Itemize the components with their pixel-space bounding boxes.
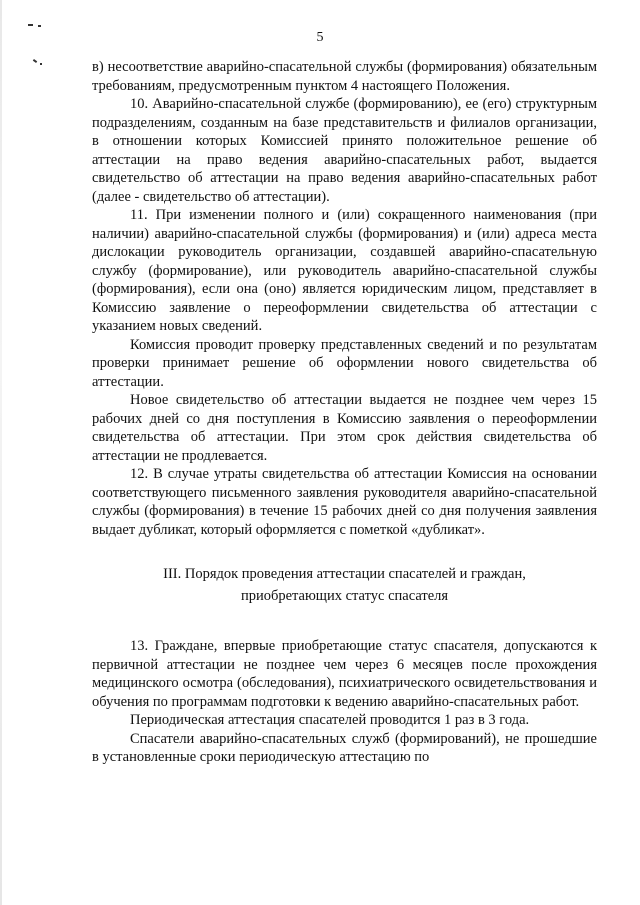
- document-body: [92, 58, 597, 767]
- paragraph-rescuers-not-passed: Спасатели аварийно-спасательных служб (формирований), не прошедшие в установленные сроки периодическую аттестацию по: [92, 730, 597, 765]
- paragraph-commission-check: Комиссия проводит проверку представленных сведений и по результатам проверки принимает решение об оформлении нового свидетельства об аттестации.: [92, 336, 597, 390]
- page-number: 5: [316, 30, 324, 45]
- paragraph-item-v: в) несоответствие аварийно-спасательной службы (формирования) обязательным требованиям, предусмотренным пунктом 4 настоящего Положения.: [92, 59, 597, 94]
- paragraph-13: 13. Граждане, впервые приобретающие статус спасателя, допускаются к первичной аттестации не позднее чем через 6 месяцев после прохождения медицинского осмотра (обследования), психиатрического освидетельствования и обучения по программам подготовки к ведению аварийно-спасательных работ.: [92, 638, 597, 710]
- section-heading-line-1: III. Порядок проведения аттестации спасателей и граждан,: [163, 566, 526, 582]
- scan-speck: [33, 59, 37, 63]
- paragraph-12: 12. В случае утраты свидетельства об аттестации Комиссия на основании соответствующего письменного заявления руководителя аварийно-спасательной службы (формирования) в течение 15 рабочих дней со дня получения заявления выдает дубликат, который оформляется с пометкой «дубликат».: [92, 466, 597, 538]
- section-heading: [92, 563, 597, 607]
- section-heading-line-2: приобретающих статус спасателя: [240, 588, 449, 604]
- scan-edge-shadow: [0, 0, 2, 905]
- scan-speck: [38, 25, 41, 27]
- paragraph-periodic-attestation: Периодическая аттестация спасателей проводится 1 раз в 3 года.: [130, 712, 530, 728]
- paragraph-10: 10. Аварийно-спасательной службе (формированию), ее (его) структурным подразделениям, созданным на базе представительств и филиалов организации, в отношении которых Комиссией принято положительное решение об аттестации на право ведения аварийно-спасательных работ, выдается свидетельство об аттестации на право ведения аварийно-спасательных работ (далее - свидетельство об аттестации).: [92, 96, 597, 205]
- scan-speck: [28, 24, 33, 26]
- scan-speck: [40, 63, 42, 65]
- paragraph-new-certificate: Новое свидетельство об аттестации выдается не позднее чем через 15 рабочих дней со дня поступления в Комиссию заявления о переоформлении свидетельства об аттестации. При этом срок действия свидетельства об аттестации не продлевается.: [92, 392, 597, 464]
- paragraph-11: 11. При изменении полного и (или) сокращенного наименования (при наличии) аварийно-спасательной службы (формирования) и (или) адреса места дислокации руководитель организации, создавшей аварийно-спасательную службу (формирование), или руководитель аварийно-спасательной службы (формирования), если она (оно) является юридическим лицом, представляет в Комиссию заявление о переоформлении свидетельства об аттестации с указанием новых сведений.: [92, 207, 597, 334]
